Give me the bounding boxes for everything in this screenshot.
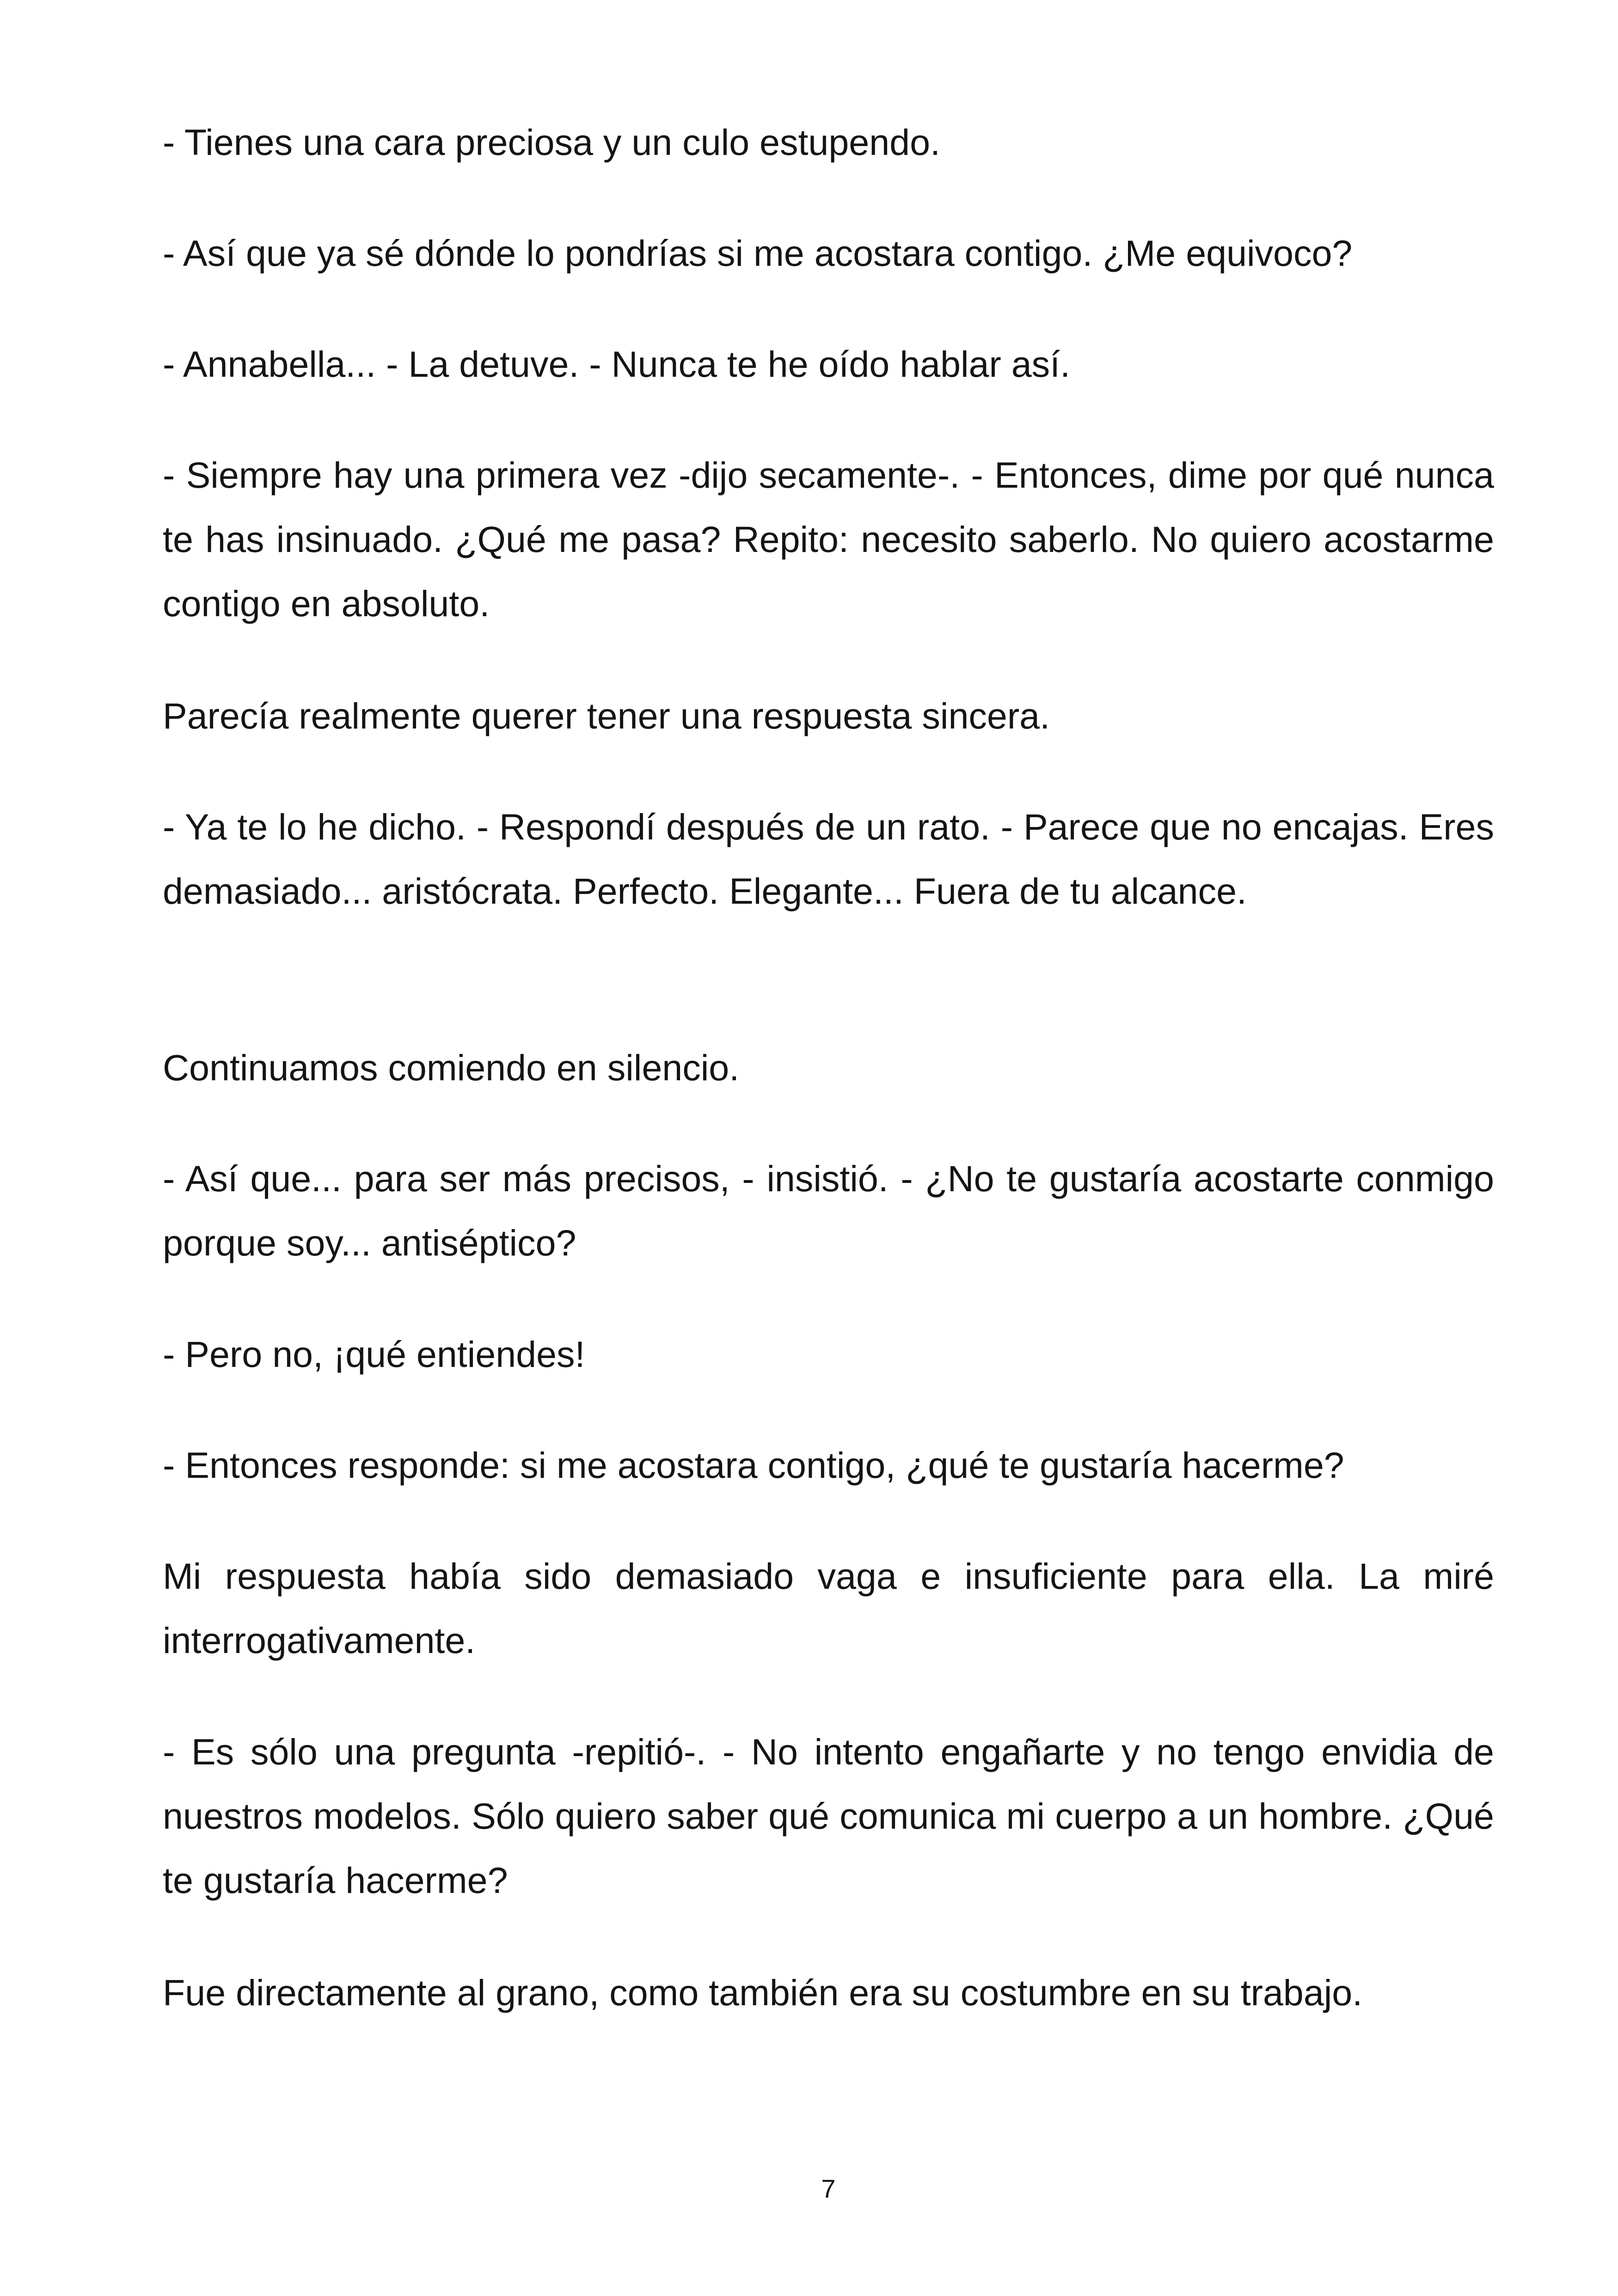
- paragraph-10: - Entonces responde: si me acostara contigo, ¿qué te gustaría hacerme?: [163, 1445, 1344, 1486]
- paragraph-5: Parecía realmente querer tener una respuesta sincera.: [163, 695, 1050, 736]
- paragraph-2: - Así que ya sé dónde lo pondrías si me acostara contigo. ¿Me equivoco?: [163, 233, 1353, 274]
- paragraph-1: - Tienes una cara preciosa y un culo estupendo.: [163, 122, 940, 163]
- paragraph-6: - Ya te lo he dicho. - Respondí después de un rato. - Parece que no encajas. Eres demasiado... aristócrata. Perfecto. Elegante... Fuera de tu alcance.: [163, 806, 1494, 912]
- paragraph-13: Fue directamente al grano, como también era su costumbre en su trabajo.: [163, 1972, 1363, 2013]
- page-number: 7: [821, 2174, 836, 2203]
- paragraph-9: - Pero no, ¡qué entiendes!: [163, 1334, 585, 1375]
- paragraph-4: - Siempre hay una primera vez -dijo secamente-. - Entonces, dime por qué nunca te has insinuado. ¿Qué me pasa? Repito: necesito saberlo. No quiero acostarme contigo en absoluto.: [163, 454, 1494, 624]
- paragraph-12: - Es sólo una pregunta -repitió-. - No intento engañarte y no tengo envidia de nuestros modelos. Sólo quiero saber qué comunica mi cuerpo a un hombre. ¿Qué te gustaría hacerme?: [163, 1731, 1494, 1901]
- paragraph-8: - Así que... para ser más precisos, - insistió. - ¿No te gustaría acostarte conmigo porque soy... antiséptico?: [163, 1158, 1494, 1263]
- paragraph-7: Continuamos comiendo en silencio.: [163, 1047, 740, 1088]
- paragraph-11: Mi respuesta había sido demasiado vaga e insuficiente para ella. La miré interrogativamente.: [163, 1555, 1494, 1661]
- document-page: [163, 0, 1494, 2296]
- paragraph-3: - Annabella... - La detuve. - Nunca te he oído hablar así.: [163, 343, 1071, 385]
